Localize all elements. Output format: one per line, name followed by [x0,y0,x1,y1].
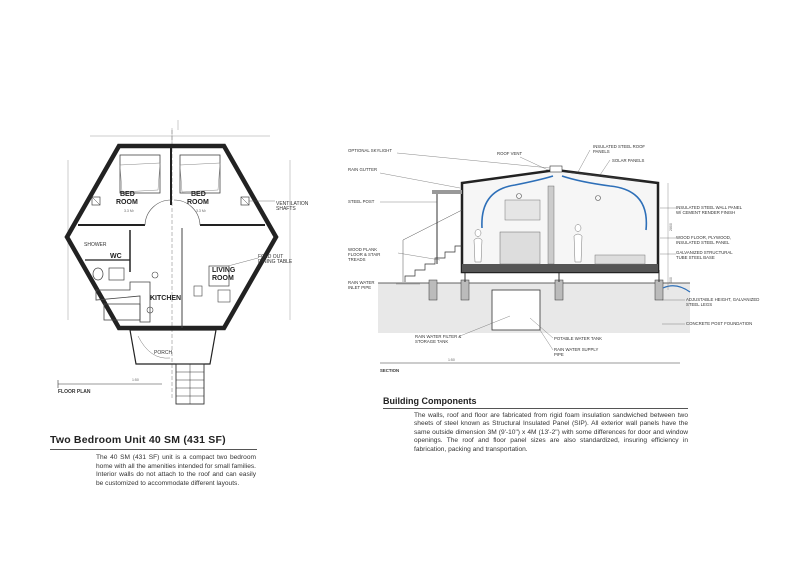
svg-text:3.3 M²: 3.3 M² [196,209,206,213]
label-wood-floor: WOOD FLOOR, PLYWOOD, INSULATED STEEL PANEL [676,235,732,245]
label-steel-base: GALVANIZED STRUCTURAL TUBE STEEL BASE [676,250,733,260]
section-caption: SECTION [380,368,400,373]
floor-plan-scale: 1:50 [132,378,139,382]
label-steel-post: STEEL POST [348,199,375,204]
kitchen-label: KITCHEN [150,295,182,302]
label-roof-vent: ROOF VENT [497,151,523,156]
components-title-rule [383,408,688,409]
label-optional-skylight: OPTIONAL SKYLIGHT [348,148,393,153]
unit-title-rule [50,449,257,450]
wc-label: WC [110,253,122,260]
floor-plan-caption: FLOOR PLAN [58,389,91,395]
label-wall-panel: INSULATED STEEL WALL PANEL W/ CEMENT RENDER FINISH [676,205,742,215]
bedroom-1-label: BED ROOM [116,191,138,206]
unit-title: Two Bedroom Unit 40 SM (431 SF) [50,434,226,446]
label-filter-tank: RAIN WATER FILTER & STORAGE TANK [415,334,462,344]
components-title: Building Components [383,396,477,406]
shower-label: SHOWER [84,242,107,248]
fold-out-table-label: FOLD OUT DINING TABLE [258,254,293,265]
bedroom-2-label: BED ROOM [187,191,209,206]
svg-text:3.3 M²: 3.3 M² [124,209,134,213]
living-room-label: LIVING ROOM [212,267,236,282]
floor-plan [58,120,290,404]
unit-description: The 40 SM (431 SF) unit is a compact two bedroom home with all the amenities intended for small families. Interior walls do not attach to the roof and can easily be customized to accommodate different layouts. [96,454,256,487]
label-roof-panels: INSULATED STEEL ROOF PANELS [593,144,646,154]
label-wood-plank: WOOD PLANK FLOOR & STAIR TREADS [348,247,381,262]
label-rain-gutter: RAIN GUTTER [348,167,378,172]
label-supply-pipe: RAIN WATER SUPPLY PIPE [554,347,599,357]
ventilation-shafts-label: VENTILATION SHAFTS [276,201,309,212]
label-adjustable-legs: ADJUSTABLE HEIGHT, GALVANIZED STEEL LEGS [686,297,760,307]
section-scale: 1:50 [448,358,455,362]
components-description: The walls, roof and floor are fabricated from rigid foam insulation sandwiched between two sheets of steel known as Structural Insulated Panel (SIP). All exterior wall panels have the same outside dimension 3M (9'-10") x 4M (13'-2") with some differences for door and window openings. The roof and floor panel sizes are also standardized, insuring efficiency in fabrication, packing and transportation. [414,412,688,453]
label-rain-water-inlet: RAIN WATER INLET PIPE [348,280,375,290]
label-solar-panels: SOLAR PANELS [612,158,645,163]
label-concrete-foundation: CONCRETE POST FOUNDATION [686,321,753,326]
porch-label: PORCH [154,350,173,356]
dim-2800: 2800 [669,223,673,231]
label-potable-tank: POTABLE WATER TANK [554,336,602,341]
building-section [378,150,690,363]
dim-600: 600 [669,277,673,283]
